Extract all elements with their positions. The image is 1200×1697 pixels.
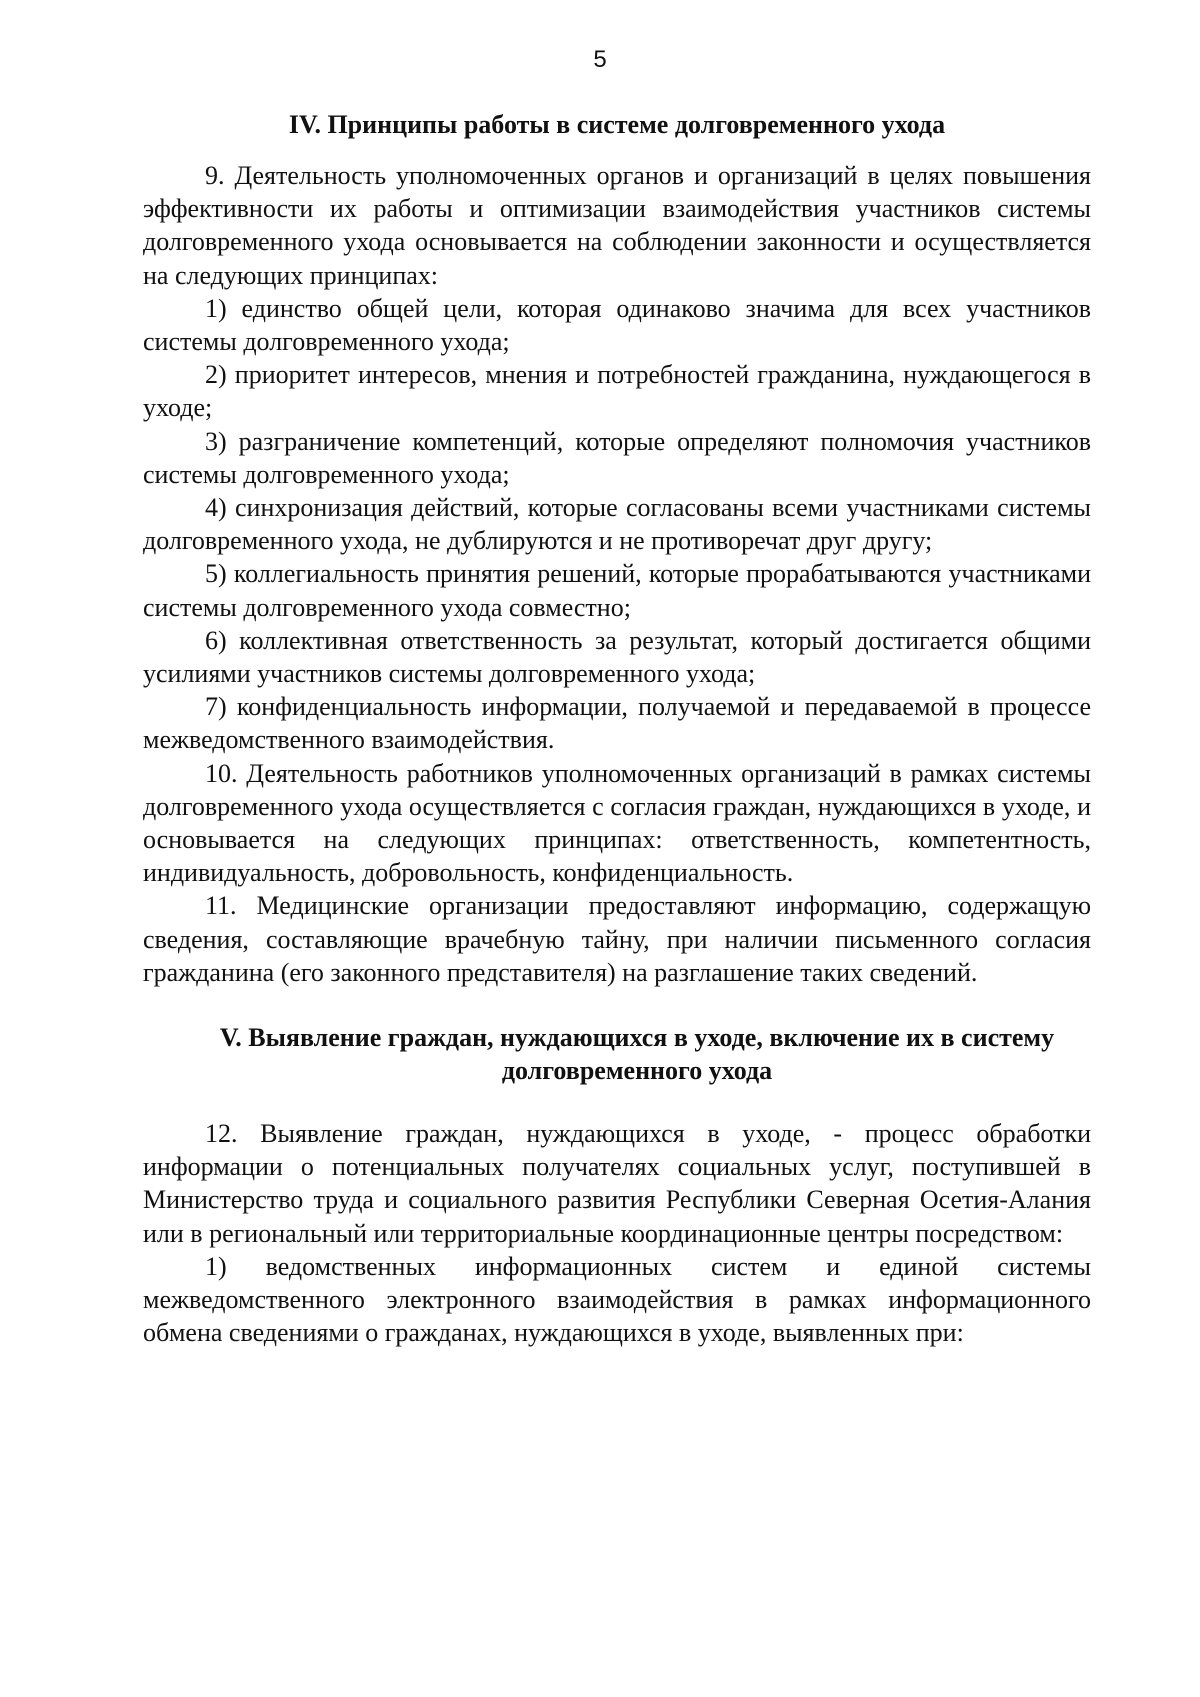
paragraph-12-item-1: 1) ведомственных информационных систем и единой системы межведомственного электронного взаимодействия в рамках информационного обмена сведениями о гражданах, нуждающихся в уходе, выявленных при: <box>143 1251 1091 1348</box>
principle-7: 7) конфиденциальность информации, получаемой и передаваемой в процессе межведомственного взаимодействия. <box>143 692 1091 755</box>
principle-6: 6) коллективная ответственность за результат, который достигается общими усилиями участников системы долговременного ухода; <box>143 625 1091 689</box>
document-body <box>143 108 1091 1350</box>
paragraph-11: 11. Медицинские организации предоставляют информацию, содержащую сведения, составляющие врачебную тайну, при наличии письменного согласия гражданина (его законного представителя) на разглашение таких сведений. <box>143 891 1091 987</box>
principle-5: 5) коллегиальность принятия решений, которые прорабатываются участниками системы долговременного ухода совместно; <box>143 559 1091 622</box>
principle-4: 4) синхронизация действий, которые согласованы всеми участниками системы долговременного ухода, не дублируются и не противоречат друг другу; <box>143 493 1091 556</box>
page-number: 5 <box>593 46 607 73</box>
paragraph-12: 12. Выявление граждан, нуждающихся в уходе, - процесс обработки информации о потенциальных получателях социальных услуг, поступившей в Министерство труда и социального развития Республики Северная Осетия-Алания или в региональный или территориальные координационные центры посредством: <box>143 1119 1091 1248</box>
principle-3: 3) разграничение компетенций, которые определяют полномочия участников системы долговременного ухода; <box>143 426 1091 489</box>
section-4-heading: IV. Принципы работы в системе долговременного ухода <box>288 110 946 139</box>
principle-2: 2) приоритет интересов, мнения и потребностей гражданина, нуждающегося в уходе; <box>143 360 1091 423</box>
principle-1: 1) единство общей цели, которая одинаково значима для всех участников системы долговременного ухода; <box>143 293 1091 357</box>
paragraph-10: 10. Деятельность работников уполномоченных организаций в рамках системы долговременного ухода осуществляется с согласия граждан, нуждающихся в уходе, и основывается на следующих принципах: ответственность, компетентность, индивидуальность, добровольность, конфиденциальность. <box>143 758 1091 888</box>
section-5-heading: V. Выявление граждан, нуждающихся в уходе, включение их в систему долговременного ухода <box>219 1023 1055 1086</box>
paragraph-9: 9. Деятельность уполномоченных органов и организаций в целях повышения эффективности их работы и оптимизации взаимодействия участников системы долговременного ухода основывается на соблюдении законности и осуществляется на следующих принципах: <box>143 161 1091 290</box>
